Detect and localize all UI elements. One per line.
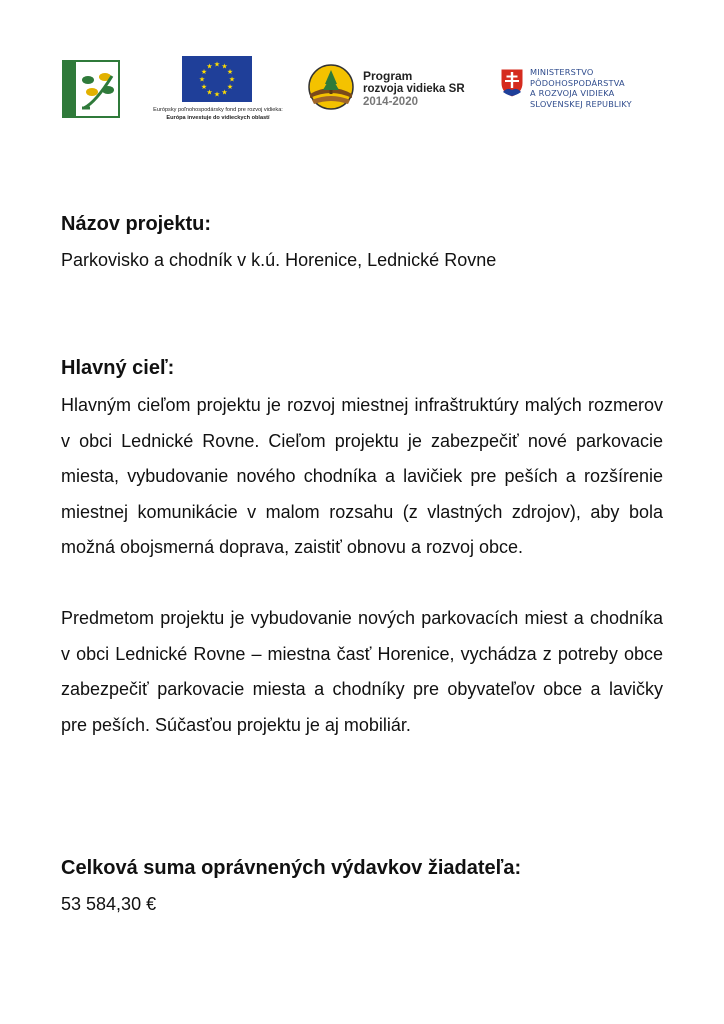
eu-caption-line2: Európa investuje do vidieckych oblastí — [166, 115, 270, 121]
ministry-line4: SLOVENSKEJ REPUBLIKY — [530, 98, 632, 109]
main-goal-paragraph-1: Hlavným cieľom projektu je rozvoj miestnej infraštruktúry malých rozmerov v obci Lednické Rovne. Cieľom projektu je zabezpečiť nové parkovacie miesta, vybudovanie nového chodníka a lavičiek pre peších a rozšírenie miestnej komunikácie v malom rozsahu (z vlastných zdrojov), aby bola možná obojsmerná doprava, zaistiť obnovu a rozvoj obce. — [61, 395, 663, 557]
eu-logo — [132, 56, 304, 126]
eu-star-icon: ★ — [213, 61, 221, 69]
ministry-line1: MINISTERSTVO — [530, 67, 594, 77]
eu-caption — [132, 106, 304, 122]
prv-line2: rozvoja vidieka SR — [363, 83, 465, 95]
eu-star-icon: ★ — [228, 76, 236, 84]
prv-emblem-icon — [308, 64, 354, 110]
prv-logo — [308, 64, 488, 114]
main-goal-paragraph-2: Predmetom projektu je vybudovanie nových parkovacích miest a chodníka v obci Lednické Rovne – miestna časť Horenice, vychádza z potreby obce zabezpečiť parkovacie miesta a chodníky pre obyvateľov obce a lavičky pre peších. Súčasťou projektu je aj mobiliár. — [61, 608, 663, 735]
eu-star-icon: ★ — [226, 84, 234, 91]
ministry-line3: A ROZVOJA VIDIEKA — [530, 88, 615, 98]
eligible-expenses-heading: Celková suma oprávnených výdavkov žiadateľa: — [61, 857, 522, 879]
logo-strip — [0, 56, 724, 136]
eu-star-icon: ★ — [221, 89, 228, 97]
eligible-expenses-value: 53 584,30 € — [61, 894, 157, 914]
ministry-line2: PÔDOHOSPODÁRSTVA — [530, 77, 625, 88]
slovak-coat-of-arms-icon — [500, 68, 524, 98]
eu-star-icon: ★ — [206, 63, 213, 71]
eu-star-icon: ★ — [200, 69, 208, 76]
eu-star-icon: ★ — [213, 91, 221, 99]
main-goal-heading: Hlavný cieľ: — [61, 357, 175, 379]
leader-logo — [62, 60, 120, 118]
eu-caption-line1: Európsky poľnohospodársky fond pre rozvoj vidieka: — [153, 107, 283, 113]
project-name-heading: Názov projektu: — [61, 213, 212, 235]
prv-line1: Program — [363, 69, 413, 83]
leader-bar — [64, 62, 76, 116]
eu-star-icon: ★ — [226, 69, 234, 76]
eu-star-icon: ★ — [200, 84, 208, 91]
project-name-value: Parkovisko a chodník v k.ú. Horenice, Lednické Rovne — [61, 250, 497, 270]
eu-flag-icon — [182, 56, 252, 102]
leader-emblem-icon — [78, 68, 118, 112]
prv-line3: 2014-2020 — [363, 96, 418, 108]
eu-star-icon: ★ — [206, 89, 213, 97]
eu-star-icon: ★ — [198, 76, 206, 84]
ministry-logo — [500, 67, 660, 127]
eu-star-icon: ★ — [221, 63, 228, 71]
